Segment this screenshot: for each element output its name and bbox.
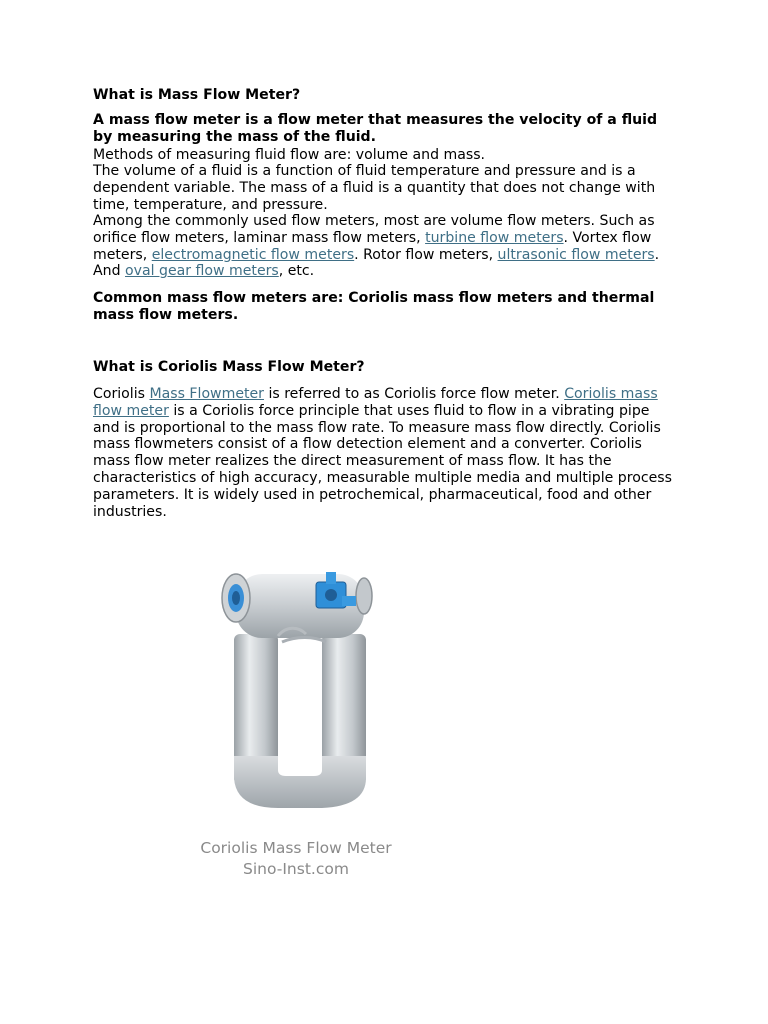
text-run: Coriolis xyxy=(93,386,150,402)
link-oval-gear-flow-meters[interactable]: oval gear flow meters xyxy=(125,263,279,280)
coriolis-meter-illustration xyxy=(186,556,418,826)
coriolis-paragraph xyxy=(93,386,675,520)
section-heading-coriolis: What is Coriolis Mass Flow Meter? xyxy=(93,359,365,375)
methods-line: Methods of measuring fluid flow are: volume and mass. xyxy=(93,147,486,163)
volume-meters-paragraph xyxy=(93,213,675,280)
text-run: . And xyxy=(93,246,660,280)
text-run: . Rotor flow meters, xyxy=(354,246,498,263)
link-electromagnetic-flow-meters[interactable]: electromagnetic flow meters xyxy=(151,246,355,263)
text-run: is a Coriolis force principle that uses fluid to flow in a vibrating pipe and is proportional to the mass flow rate. To measure mass flow directly. Coriolis mass flowmeters consist of a flow detection element and a converter. Coriolis mass flow meter realizes the direct measurement of mass flow. It has the characteristics of high accuracy, measurable multiple media and multiple process parameters. It is widely used in petrochemical, pharmaceutical, food and other industries. xyxy=(93,402,672,520)
link-mass-flowmeter[interactable]: Mass Flowmeter xyxy=(149,386,264,402)
coriolis-meter-figure xyxy=(186,556,418,886)
figure-caption-source: Sino-Inst.com xyxy=(243,860,349,878)
text-run: Among the commonly used flow meters, most are volume flow meters. Such as orifice flow meters, laminar mass flow meters, xyxy=(93,213,655,246)
text-run: , etc. xyxy=(278,263,315,280)
text-run: . Vortex flow meters, xyxy=(93,229,652,263)
link-turbine-flow-meters[interactable]: turbine flow meters xyxy=(425,229,564,246)
common-mass-flow-meters: Common mass flow meters are: Coriolis mass flow meters and thermal mass flow meters. xyxy=(93,290,655,323)
link-coriolis-mass-flow-meter[interactable]: Coriolis mass flow meter xyxy=(93,386,658,419)
link-ultrasonic-flow-meters[interactable]: ultrasonic flow meters xyxy=(497,246,655,263)
section-heading-mass-flow-meter: What is Mass Flow Meter? xyxy=(93,87,301,103)
volume-mass-paragraph: The volume of a fluid is a function of fluid temperature and pressure and is a dependent variable. The mass of a fluid is a quantity that does not change with time, temperature, and pressure. xyxy=(93,163,656,213)
lead-definition: A mass flow meter is a flow meter that measures the velocity of a fluid by measuring the mass of the fluid. xyxy=(93,112,658,145)
figure-caption-title: Coriolis Mass Flow Meter xyxy=(200,839,392,857)
text-run: is referred to as Coriolis force flow meter. xyxy=(263,386,565,402)
